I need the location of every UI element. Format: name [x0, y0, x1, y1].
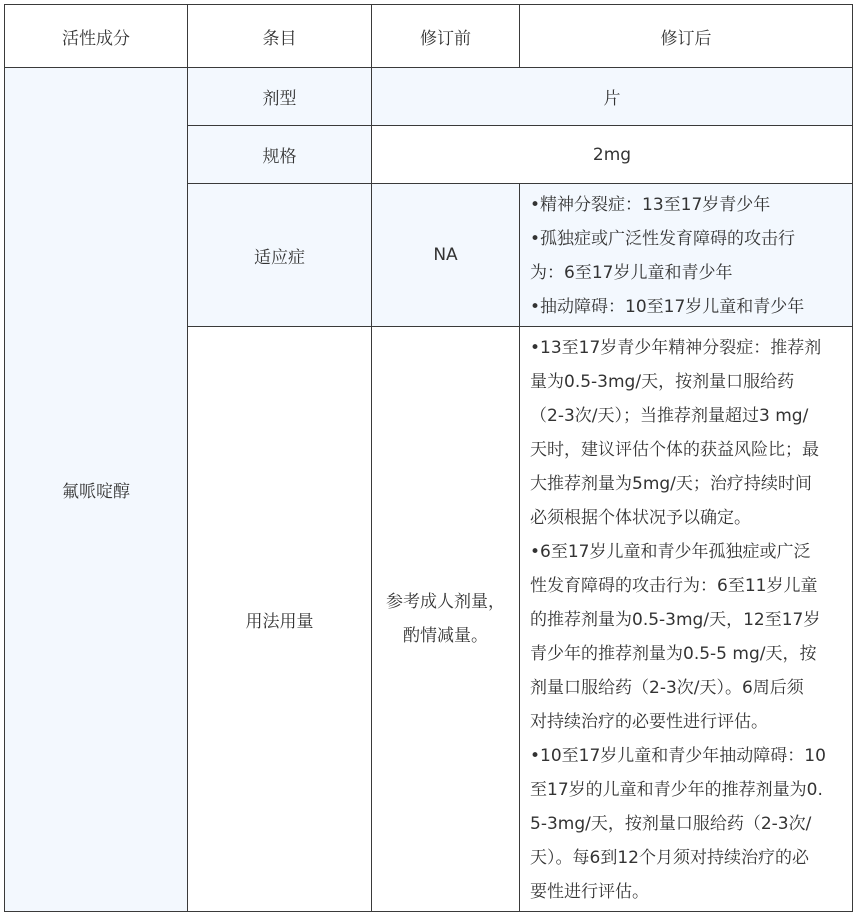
usage-before-line: 酌情减量。	[403, 626, 488, 646]
usage-after-line: 的推荐剂量为0.5-3mg/天，12至17岁	[530, 610, 821, 630]
indication-after	[520, 184, 853, 327]
usage-after-line: （2-3次/天）；当推荐剂量超过3 mg/	[530, 406, 809, 426]
header-item: 条目	[188, 5, 372, 68]
header-row	[5, 5, 853, 68]
usage-after-line: 5-3mg/天，按剂量口服给药（2-3次/	[530, 814, 812, 834]
usage-before-line: 参考成人剂量，	[386, 592, 505, 612]
indication-after-line: •精神分裂症：13至17岁青少年	[530, 195, 771, 215]
indication-after-line: •抽动障碍：10至17岁儿童和青少年	[530, 297, 805, 317]
usage-after-line: 大推荐剂量为5mg/天；治疗持续时间	[530, 474, 812, 494]
revision-table	[4, 4, 853, 912]
indication-label: 适应症	[188, 184, 372, 327]
usage-before	[372, 327, 520, 912]
usage-after-line: 要性进行评估。	[530, 882, 649, 902]
usage-after-line: •13至17岁青少年精神分裂症：推荐剂	[530, 338, 822, 358]
header-ingredient: 活性成分	[5, 5, 188, 68]
dosage-form-value: 片	[372, 68, 853, 126]
dosage-form-label: 剂型	[188, 68, 372, 126]
indication-after-line: •孤独症或广泛性发育障碍的攻击行	[530, 229, 796, 249]
row-dosage-form	[5, 68, 853, 126]
usage-after-line: 剂量口服给药（2-3次/天）。6周后须	[530, 678, 804, 698]
spec-value: 2mg	[372, 126, 853, 184]
usage-after-line: 天）。每6到12个月须对持续治疗的必	[530, 848, 809, 868]
header-after: 修订后	[520, 5, 853, 68]
header-before: 修订前	[372, 5, 520, 68]
indication-after-line: 为：6至17岁儿童和青少年	[530, 263, 733, 283]
ingredient-cell: 氟哌啶醇	[5, 68, 188, 912]
usage-after-line: •6至17岁儿童和青少年孤独症或广泛	[530, 542, 811, 562]
spec-label: 规格	[188, 126, 372, 184]
usage-label: 用法用量	[188, 327, 372, 912]
usage-after-line: 天时，建议评估个体的获益风险比；最	[530, 440, 819, 460]
usage-after-line: •10至17岁儿童和青少年抽动障碍：10	[530, 746, 826, 766]
usage-after-line: 至17岁的儿童和青少年的推荐剂量为0.	[530, 780, 823, 800]
indication-before: NA	[372, 184, 520, 327]
usage-after-line: 性发育障碍的攻击行为：6至11岁儿童	[530, 576, 818, 596]
usage-after	[520, 327, 853, 912]
usage-after-line: 量为0.5-3mg/天，按剂量口服给药	[530, 372, 795, 392]
usage-after-line: 必须根据个体状况予以确定。	[530, 508, 751, 528]
usage-after-line: 对持续治疗的必要性进行评估。	[530, 712, 768, 732]
usage-after-line: 青少年的推荐剂量为0.5-5 mg/天，按	[530, 644, 817, 664]
